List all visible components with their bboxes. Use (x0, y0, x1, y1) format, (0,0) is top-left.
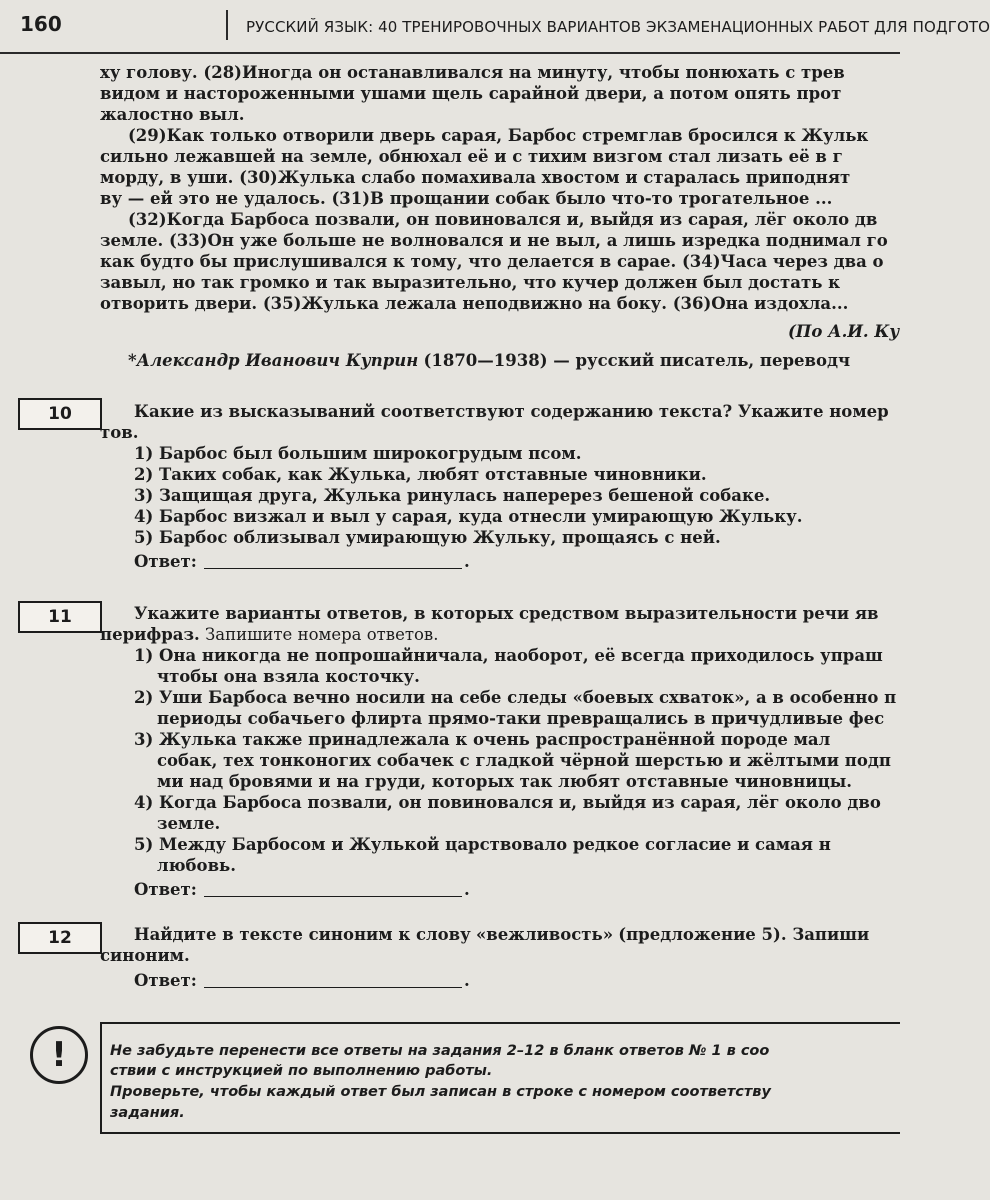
note-line: Не забудьте перенести все ответы на задания 2–12 в бланк ответов № 1 в соо (110, 1043, 770, 1059)
author-note (128, 351, 850, 371)
answer-option: ми над бровями и на груди, которых так любят отставные чиновницы. (157, 772, 853, 791)
page-number: 160 (20, 12, 62, 36)
passage-line: как будто бы прислушивался к тому, что делается в сарае. (34)Часа через два о (100, 252, 884, 271)
task-question: тов. (100, 423, 139, 442)
answer-option: 3) Жулька также принадлежала к очень распространённой породе мал (134, 730, 831, 749)
answer-option: 5) Барбос облизывал умирающую Жульку, прощаясь с ней. (134, 528, 721, 547)
task-question (134, 925, 869, 945)
answer-option: 2) Уши Барбоса вечно носили на себе следы «боевых схваток», а в особенно п (134, 688, 897, 707)
task-question: Какие из высказываний соответствуют содержанию текста? Укажите номер (134, 402, 889, 421)
answer-option: 4) Когда Барбоса позвали, он повиновался и, выйдя из сарая, лёг около дво (134, 793, 881, 812)
passage-line: отворить двери. (35)Жулька лежала неподвижно на боку. (36)Она издохла... (100, 294, 849, 313)
note-line: Проверьте, чтобы каждый ответ был записан в строке с номером соответству (110, 1084, 771, 1100)
task-number-box: 11 (18, 601, 102, 633)
note-line: ствии с инструкцией по выполнению работы. (110, 1063, 493, 1079)
exclamation-icon: ! (30, 1026, 88, 1084)
task-number-box: 10 (18, 398, 102, 430)
passage-line: земле. (33)Он уже больше не волновался и не выл, а лишь изредка поднимал го (100, 231, 888, 250)
passage-line: ху голову. (28)Иногда он останавливался на минуту, чтобы понюхать с трев (100, 63, 845, 82)
answer-field[interactable] (204, 896, 462, 897)
running-title: РУССКИЙ ЯЗЫК: 40 ТРЕНИРОВОЧНЫХ ВАРИАНТОВ ЭКЗАМЕНАЦИОННЫХ РАБОТ ДЛЯ ПОДГОТО (246, 18, 990, 36)
answer-end: . (464, 552, 470, 571)
answer-option: 2) Таких собак, как Жулька, любят отставные чиновники. (134, 465, 707, 484)
answer-label: Ответ: (134, 880, 197, 899)
author-name: *Александр Иванович Куприн (128, 351, 419, 370)
passage-line: ву — ей это не удалось. (31)В прощании собак было что-то трогательное ... (100, 189, 833, 208)
passage-line: завыл, но так громко и так выразительно, что кучер должен был достать к (100, 273, 841, 292)
question-term: перифраз. (100, 625, 200, 644)
author-bio: (1870—1938) — русский писатель, переводч (423, 351, 851, 370)
passage-line: видом и настороженными ушами щель сарайной двери, а потом опять прот (100, 84, 842, 103)
question-rest: Запишите номера ответов. (204, 625, 439, 644)
question-end: (предложение 5). Запиши (618, 925, 870, 944)
passage-line: сильно лежавшей на земле, обнюхал её и с тихим визгом стал лизать её в г (100, 147, 843, 166)
answer-label: Ответ: (134, 552, 197, 571)
passage-line: (32)Когда Барбоса позвали, он повиновался и, выйдя из сарая, лёг около дв (128, 210, 878, 229)
answer-option: 1) Барбос был большим широкогрудым псом. (134, 444, 582, 463)
passage-source: (По А.И. Ку (788, 322, 900, 341)
passage-line: морду, в уши. (30)Жулька слабо помахивала хвостом и старалась приподнят (100, 168, 851, 187)
task-question: синоним. (100, 946, 190, 965)
answer-option: любовь. (157, 856, 236, 875)
answer-option: периоды собачьего флирта прямо-таки превращались в причудливые фес (157, 709, 885, 728)
question-start: Найдите в тексте синоним к слову (134, 925, 471, 944)
task-question (100, 625, 438, 645)
answer-option: земле. (157, 814, 221, 833)
answer-end: . (464, 971, 470, 990)
answer-field[interactable] (204, 987, 462, 988)
answer-option: 5) Между Барбосом и Жулькой царствовало редкое согласие и самая н (134, 835, 831, 854)
answer-label: Ответ: (134, 971, 197, 990)
question-word: «вежливость» (475, 925, 614, 944)
answer-option: 1) Она никогда не попрошайничала, наоборот, её всегда приходилось упраш (134, 646, 883, 665)
passage-line: (29)Как только отворили дверь сарая, Барбос стремглав бросился к Жульк (128, 126, 869, 145)
note-line: задания. (110, 1105, 185, 1121)
answer-option: чтобы она взяла косточку. (157, 667, 420, 686)
answer-option: 4) Барбос визжал и выл у сарая, куда отнесли умирающую Жульку. (134, 507, 803, 526)
answer-end: . (464, 880, 470, 899)
answer-option: 3) Защищая друга, Жулька ринулась наперерез бешеной собаке. (134, 486, 771, 505)
passage-line: жалостно выл. (100, 105, 245, 124)
task-question: Укажите варианты ответов, в которых средством выразительности речи яв (134, 604, 879, 623)
answer-field[interactable] (204, 568, 462, 569)
task-number-box: 12 (18, 922, 102, 954)
answer-option: собак, тех тонконогих собачек с гладкой чёрной шерстью и жёлтыми подп (157, 751, 891, 770)
